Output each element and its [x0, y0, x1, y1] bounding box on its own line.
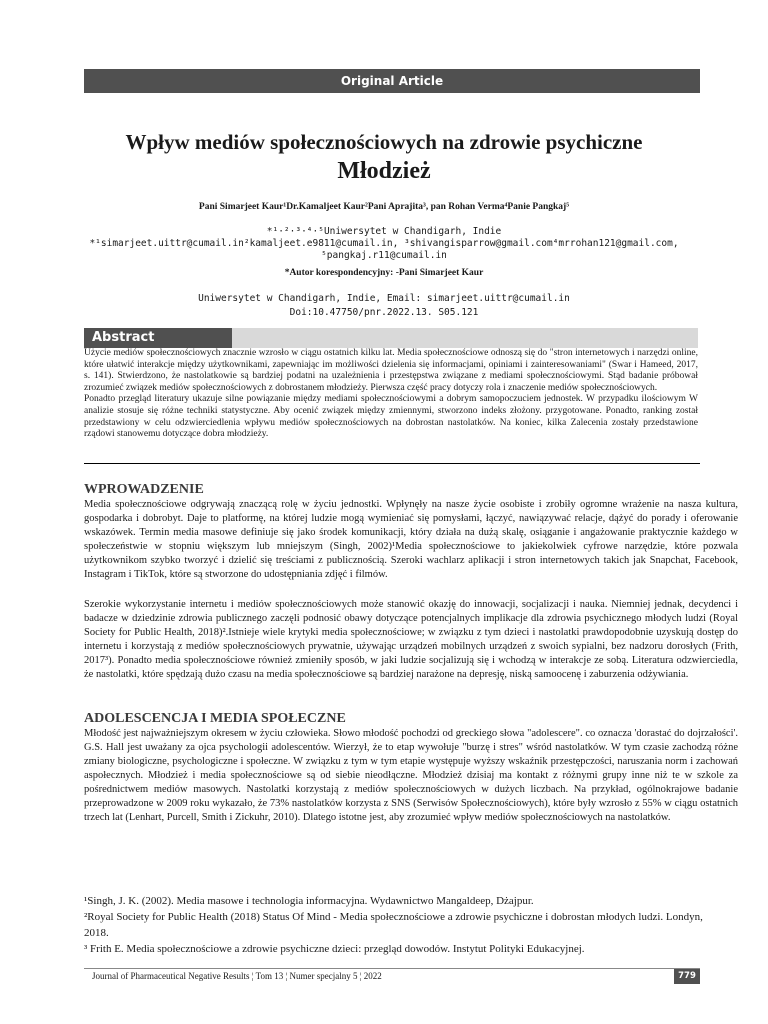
author-emails: [60, 238, 708, 262]
author-list: Pani Simarjeet Kaur¹Dr.Kamaljeet Kaur²Pani Aprajita³, pan Rohan Verma⁴Panie Pangkaj⁵: [198, 202, 570, 212]
footnote: ³ Frith E. Media społecznościowe a zdrowie psychiczne dzieci: przegląd dowodów. Instytut Polityki Edukacyjnej.: [84, 943, 585, 955]
abstract-label: Abstract: [84, 328, 232, 348]
footnote: ²Royal Society for Public Health (2018) Status Of Mind - Media społecznościowe a zdrowie psychiczne i dobrostan młodych ludzi. Londyn, 2018.: [84, 911, 703, 939]
section-heading-adolescence: ADOLESCENCJA I MEDIA SPOŁECZNE: [84, 711, 346, 726]
author-affiliation: *¹·²·³·⁴·⁵Uniwersytet w Chandigarh, Indie: [266, 226, 502, 237]
introduction-body: [84, 498, 738, 682]
emails-line2: ⁵pangkaj.r11@cumail.in: [321, 250, 447, 261]
doi: Doi:10.47750/pnr.2022.13. S05.121: [289, 307, 479, 318]
paper-title-line2: Młodzież: [337, 158, 431, 184]
journal-citation: Journal of Pharmaceutical Negative Results ¦ Tom 13 ¦ Numer specjalny 5 ¦ 2022: [92, 971, 382, 981]
page-footer: [84, 968, 700, 984]
body-paragraph: Szerokie wykorzystanie internetu i mediów społecznościowych może stanowić okazję do innowacji, socjalizacji i nauka. Niemniej jednak, decydenci i badacze w dziedzinie zdrowia publicznego zaczęli podnosić obawy dotyczące potencjalnych implikacje dla zdrowia psychicznego młodych ludzi (Royal Society for Public Health, 2018)².Istnieje wiele krytyki media społecznościowe; w związku z tym dzieci i nastolatki prawdopodobnie uzyskują dostęp do internetu i korzystają z mediów społecznościowych prywatnie, używając urządzeń mobilnych urządzeń z swoich sypialni, bez nadzoru dorosłych (Frith, 2017³). Ponadto media społecznościowe również zmieniły sposób, w jaki ludzie socjalizują się i wchodzą w interakcje ze sobą. Literatura odzwierciedla, że nastolatki, które spędzają dużo czasu na media społecznościowe są bardziej narażone na depresję, niską samoocenę i zaburzenia odżywiania.: [84, 599, 738, 680]
paper-title-line1: Wpływ mediów społecznościowych na zdrowie psychiczne: [125, 130, 643, 154]
footnote: ¹Singh, J. K. (2002). Media masowe i technologia informacyjna. Wydawnictwo Mangaldeep, Dżajpur.: [84, 895, 534, 907]
body-paragraph: Młodość jest najważniejszym okresem w życiu człowieka. Słowo młodość pochodzi od greckiego słowa "adolescere". co oznacza 'dorastać do dojrzałości'. G.S. Hall jest uważany za ojca psychologii adolescentów. Wierzył, że to etap wywołuje "burzę i stres" wśród nastolatków. W tym czasie zachodzą różne zmiany biologiczne, psychologiczne i społeczne. W związku z tym w tym etapie występuje wyższy wskaźnik przestępczości, naruszania norm i zachowań aspołecznych. Młodzież i media społecznościowe są od siebie nieodłączne. Młodzież dzisiaj ma kontakt z różnymi grupy inne niż te w szkole za pośrednictwem mediów masowych. Nastolatki korzystają z mediów społecznościowych w dużych liczbach. Na przykład, ogólnokrajowe badanie przeprowadzone w 2009 roku wykazało, że 73% nastolatków korzysta z SNS (Serwisów Społecznościowych), które były wzrosło z 55% w ciągu ostatnich trzech lat (Lenhart, Purcell, Smith i Zickuhr, 2010). Dlatego istotne jest, aby zrozumieć wpływ mediów społecznościowych na nastolatków.: [84, 728, 738, 823]
adolescence-body: [84, 727, 738, 825]
abstract-paragraph: Użycie mediów społecznościowych znacznie wzrosło w ciągu ostatnich kilku lat. Media społecznościowe odnoszą się do "stron internetowych i narzędzi online, które ułatwić interakcje między użytkownikami, zapewniając im możliwości dzielenia się informacjami, opiniami i zainteresowaniami" (Swar i Hameed, 2017, s. 141). Stwierdzono, że nastolatkowie są bardziej podatni na uzależnienia i przestępstwa związane z mediami społecznościowymi. Stąd badanie próbował zrozumieć związek mediów społecznościowych z dobrostanem młodzieży. Pierwsza część pracy dotyczy rola i znaczenie mediów społecznościowych.: [84, 348, 698, 393]
page-number: 779: [674, 969, 700, 984]
corresponding-info: [60, 292, 708, 320]
section-heading-introduction: WPROWADZENIE: [84, 482, 204, 497]
corresponding-affiliation: Uniwersytet w Chandigarh, Indie, Email: simarjeet.uittr@cumail.in: [198, 293, 570, 304]
abstract-divider: [84, 463, 700, 464]
corresponding-author: *Autor korespondencyjny: -Pani Simarjeet Kaur: [284, 268, 484, 278]
footnotes: [84, 893, 724, 957]
abstract-paragraph: Ponadto przegląd literatury ukazuje silne powiązanie między mediami społecznościowymi a dobrym samopoczuciem jednostek. W przypadku ilościowym W analizie stosuje się różne techniki statystyczne. Aby ocenić związek między zmiennymi, stworzono indeks złożony. przygotowane. Ponadto, ranking został przedstawiony w celu odzwierciedlenia wpływu mediów społecznościowych na dobrostan nastolatków. Na koniec, kilka Zalecenia zostały przedstawione rządowi stanowemu dotyczące dobra młodzieży.: [84, 394, 698, 440]
emails-line1: *¹simarjeet.uittr@cumail.in²kamaljeet.e9811@cumail.in, ³shivangisparrow@gmail.com⁴mrrohan121@gmail.com,: [89, 238, 679, 249]
article-type-banner: Original Article: [84, 69, 700, 93]
abstract-text: [84, 348, 698, 441]
body-paragraph: Media społecznościowe odgrywają znaczącą rolę w życiu jednostki. Wpłynęły na nasze życie osobiste i zrobiły ogromne wrażenie na nasza kultura, gospodarka i dobrobyt. Daje to platformę, na której ludzie mogą wymieniać się pomysłami, łączyć, nawiązywać relacje, dążyć do porady i oferowanie wskazówek. Termin media masowe definiuje się jako środek komunikacji, który działa na dużą skalę, osiąganie i angażowanie praktycznie każdego w społeczeństwie w stopniu większym lub mniejszym (Singh, 2002)¹Media społecznościowe to jakiekolwiek cyfrowe narzędzie, które pozwala użytkownikom szybko tworzyć i dzielić się treściami z publicznością. Szeroki wachlarz aplikacji i stron internetowych takich jak Snapchat, Facebook, Instagram i TikTok, które są stworzone do udostępniania zdjęć i filmów.: [84, 499, 738, 580]
